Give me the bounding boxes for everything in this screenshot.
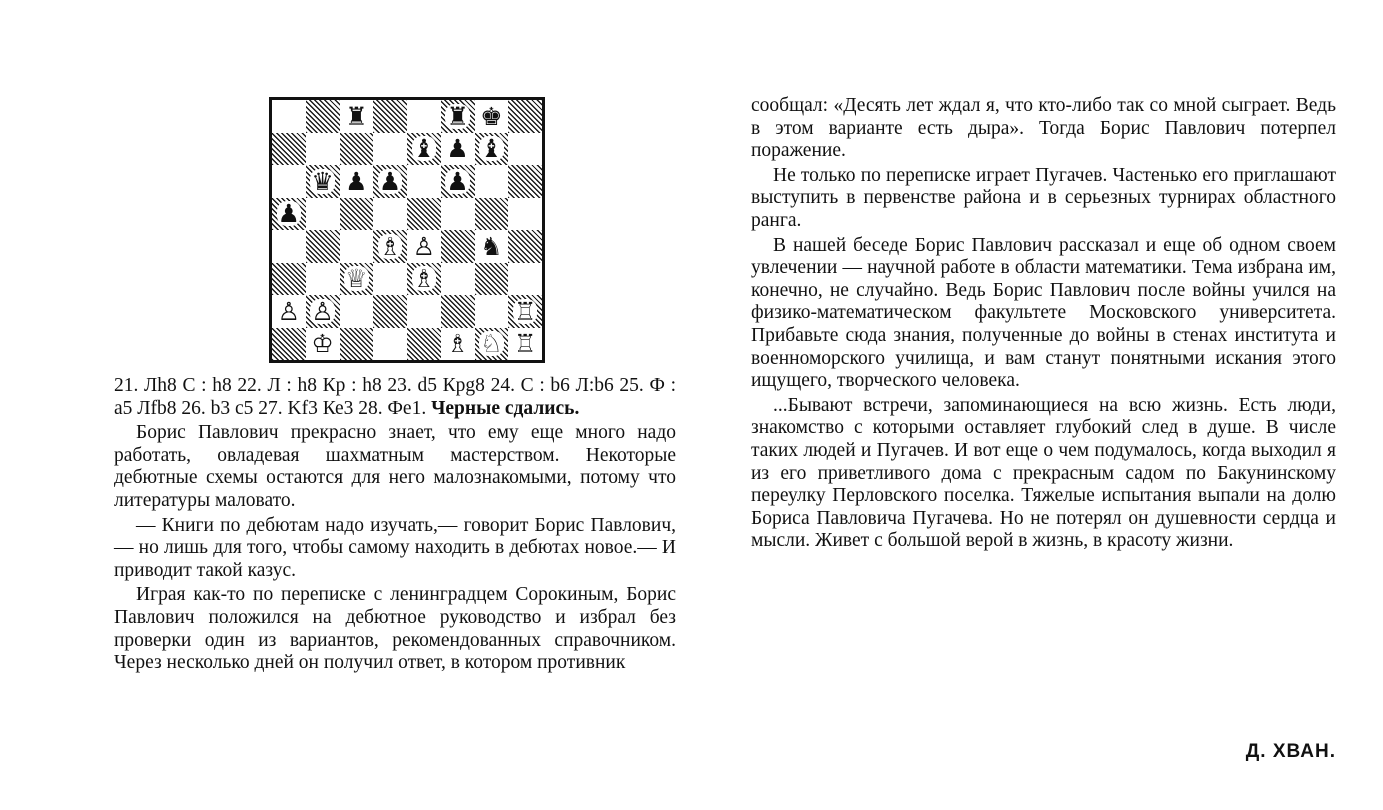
board-square xyxy=(508,198,542,231)
board-square xyxy=(340,230,374,263)
chess-piece: ♖ xyxy=(513,329,537,359)
board-square xyxy=(373,230,407,263)
board-square xyxy=(508,295,542,328)
paragraph: Борис Павлович прекрасно знает, что ему еще много надо работать, овладевая шахматным мастерством. Некоторые дебютные схемы остаются для него малознакомыми, потому что литературы маловато. xyxy=(114,422,676,511)
chess-piece: ♟ xyxy=(378,166,402,196)
chess-piece: ♕ xyxy=(345,264,368,294)
board-square xyxy=(441,198,475,231)
board-square xyxy=(475,100,509,133)
chess-piece: ♚ xyxy=(480,101,503,131)
chess-piece: ♔ xyxy=(311,329,334,359)
board-square xyxy=(272,328,306,361)
board-square xyxy=(272,198,306,231)
board-square xyxy=(272,100,306,133)
board-square xyxy=(441,230,475,263)
chess-piece: ♜ xyxy=(446,101,469,131)
board-square xyxy=(306,198,340,231)
board-square xyxy=(340,198,374,231)
chess-piece: ♙ xyxy=(277,296,301,326)
board-square xyxy=(508,165,542,198)
chess-piece: ♟ xyxy=(345,166,368,196)
paragraph: сообщал: «Десять лет ждал я, что кто-либо так со мной сыграет. Ведь в этом варианте есть дыра». Тогда Борис Павлович потерпел поражение. xyxy=(751,95,1336,162)
board-square xyxy=(441,165,475,198)
board-square xyxy=(475,133,509,166)
board-square xyxy=(441,133,475,166)
board-square xyxy=(373,100,407,133)
board-square xyxy=(508,230,542,263)
board-square xyxy=(441,263,475,296)
board-square xyxy=(441,328,475,361)
board-square xyxy=(475,165,509,198)
board-square xyxy=(340,165,374,198)
board-square xyxy=(272,165,306,198)
board-square xyxy=(508,100,542,133)
moves-paragraph xyxy=(114,375,676,420)
board-square xyxy=(508,328,542,361)
chess-piece: ♙ xyxy=(412,231,436,261)
board-square xyxy=(340,133,374,166)
board-square xyxy=(306,133,340,166)
left-column xyxy=(114,375,676,675)
board-square xyxy=(272,133,306,166)
board-square xyxy=(373,295,407,328)
board-square xyxy=(407,230,441,263)
board-square xyxy=(306,100,340,133)
board-square xyxy=(306,230,340,263)
board-square xyxy=(272,295,306,328)
board-square xyxy=(407,328,441,361)
chess-piece: ♟ xyxy=(446,134,469,164)
board-square xyxy=(475,328,509,361)
moves-text: 21. Лh8 С : h8 22. Л : h8 Кр : h8 23. d5 Крg8 24. С : b6 Л:b6 25. Ф : а5 Лfb8 26. b3 c5 27. Kf3 Ке3 28. Фe1. xyxy=(114,375,676,419)
right-column xyxy=(751,95,1336,553)
board-square xyxy=(373,263,407,296)
board-square xyxy=(441,100,475,133)
game-result: Черные сдались. xyxy=(431,397,580,419)
board-square xyxy=(407,100,441,133)
chess-piece: ♟ xyxy=(446,166,469,196)
paragraph: Не только по переписке играет Пугачев. Частенько его приглашают выступить в первенстве района и в серьезных турнирах областного ранга. xyxy=(751,164,1336,231)
board-square xyxy=(373,165,407,198)
board-square xyxy=(407,165,441,198)
board-square xyxy=(373,328,407,361)
chess-piece: ♗ xyxy=(446,329,469,359)
board-square xyxy=(475,263,509,296)
chess-piece: ♗ xyxy=(412,264,436,294)
board-square xyxy=(475,230,509,263)
board-square xyxy=(306,263,340,296)
board-square xyxy=(306,165,340,198)
paragraph: ...Бывают встречи, запоминающиеся на всю жизнь. Есть люди, знакомство с которыми оставляет глубокий след в душе. В числе таких людей и Пугачев. И вот еще о чем подумалось, когда выходил я из его приветливого дома с прекрасным садом по Бакунинскому переулку Перловского поселка. Тяжелые испытания выпали на долю Бориса Павловича Пугачева. Но не потерял он душевности сердца и мысли. Живет с большой верой в жизнь, в красоту жизни. xyxy=(751,394,1336,552)
board-square xyxy=(373,133,407,166)
board-square xyxy=(306,328,340,361)
board-square xyxy=(340,263,374,296)
board-square xyxy=(340,328,374,361)
chess-piece: ♝ xyxy=(480,134,503,164)
chess-piece: ♜ xyxy=(345,101,368,131)
chess-piece: ♞ xyxy=(480,231,503,261)
chess-piece: ♖ xyxy=(513,296,537,326)
paragraph: Играя как-то по переписке с ленинградцем Сорокиным, Борис Павлович положился на дебютное руководство и избрал без проверки один из вариантов, рекомендованных справочником. Через несколько дней он получил ответ, в котором противник xyxy=(114,584,676,674)
chess-piece: ♛ xyxy=(311,166,334,196)
board-square xyxy=(272,230,306,263)
chess-piece: ♗ xyxy=(378,231,402,261)
chess-piece: ♘ xyxy=(480,329,503,359)
chess-diagram xyxy=(269,97,545,363)
board-square xyxy=(475,295,509,328)
board-square xyxy=(508,263,542,296)
chess-piece: ♝ xyxy=(412,134,436,164)
board-square xyxy=(340,295,374,328)
board-square xyxy=(407,295,441,328)
chess-piece: ♟ xyxy=(277,199,301,229)
board-square xyxy=(306,295,340,328)
board-square xyxy=(441,295,475,328)
author-signature: Д. ХВАН. xyxy=(1245,741,1336,762)
board-square xyxy=(272,263,306,296)
board-square xyxy=(508,133,542,166)
paragraph: — Книги по дебютам надо изучать,— говорит Борис Павлович,— но лишь для того, чтобы самому находить в дебютах новое.— И приводит такой казус. xyxy=(114,514,676,581)
chess-piece: ♙ xyxy=(311,296,334,326)
board-square xyxy=(475,198,509,231)
board-square xyxy=(407,198,441,231)
board-square xyxy=(407,263,441,296)
board-square xyxy=(407,133,441,166)
paragraph: В нашей беседе Борис Павлович рассказал и еще об одном своем увлечении — научной работе в области математики. Тема избрана им, конечно, не случайно. Ведь Борис Павлович после войны учился на физико-математическом факультете Московского университета. Прибавьте сюда знания, полученные до войны в стенах института и военноморского училища, и вам станут понятными искания этого ищущего, творческого человека. xyxy=(751,234,1336,392)
board-square xyxy=(373,198,407,231)
board-square xyxy=(340,100,374,133)
